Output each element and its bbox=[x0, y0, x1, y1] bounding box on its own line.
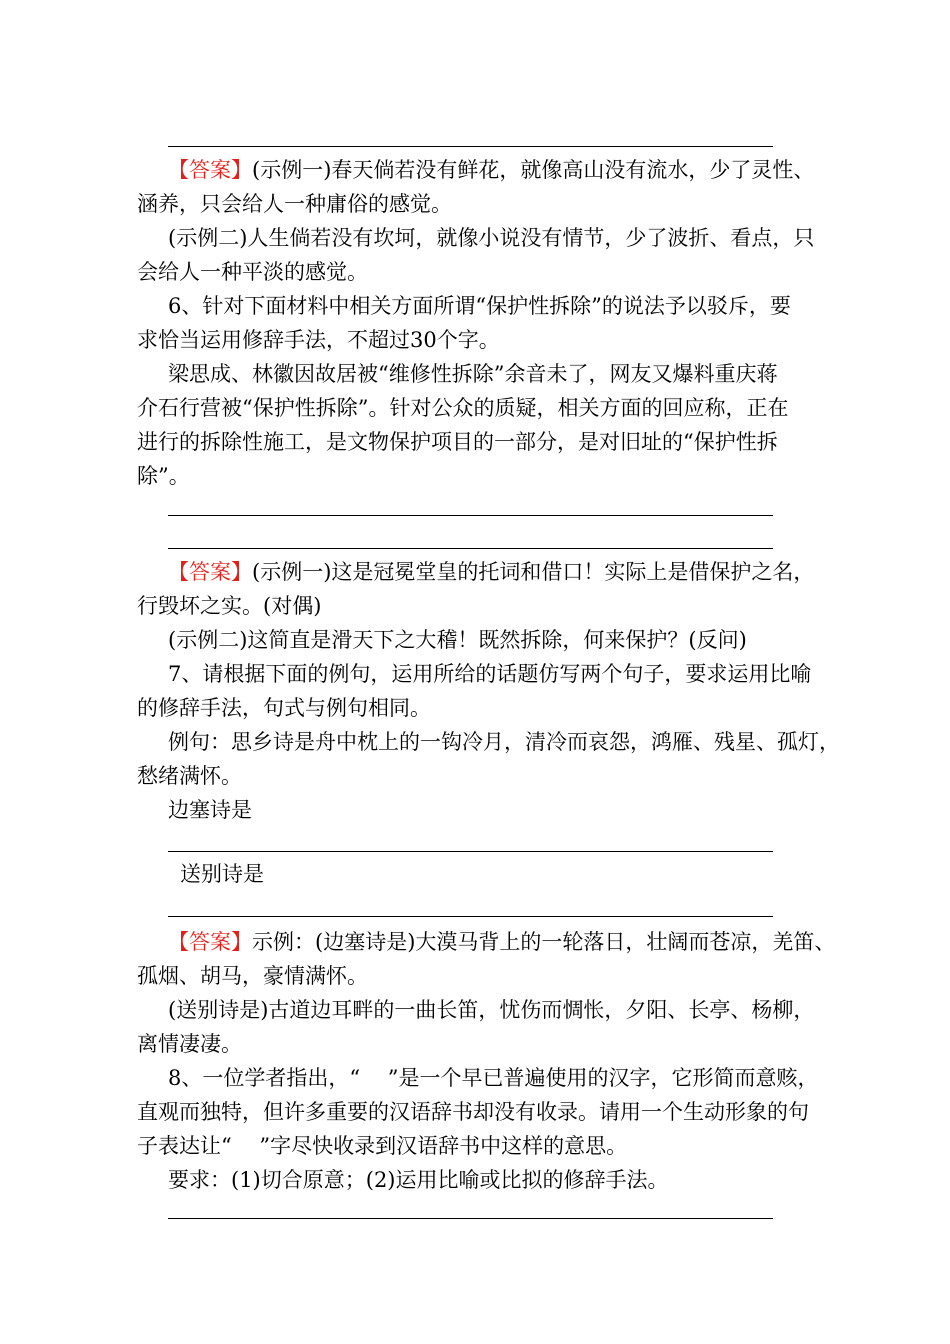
question-6-line-2: 求恰当运用修辞手法，不超过30个字。 bbox=[137, 328, 500, 352]
answer-6-line-2: 行毁坏之实。(对偶) bbox=[137, 594, 322, 618]
answer-7-line-4: 离情凄凄。 bbox=[137, 1032, 242, 1056]
answer-blank-line bbox=[168, 548, 773, 549]
question-8-requirements: 要求：(1)切合原意；(2)运用比喻或比拟的修辞手法。 bbox=[168, 1168, 669, 1192]
answer-5-line-1: 【答案】(示例一)春天倘若没有鲜花，就像高山没有流水，少了灵性、 bbox=[168, 158, 815, 182]
answer-blank-line bbox=[168, 916, 773, 917]
question-6-material-line-2: 介石行营被“保护性拆除”。针对公众的质疑，相关方面的回应称，正在 bbox=[137, 396, 789, 420]
answer-7-line-2: 孤烟、胡马，豪情满怀。 bbox=[137, 964, 368, 988]
answer-5-example-2-line-2: 会给人一种平淡的感觉。 bbox=[137, 260, 368, 284]
question-7-line-1: 7、请根据下面的例句，运用所给的话题仿写两个句子，要求运用比喻 bbox=[168, 662, 812, 686]
question-7-line-2: 的修辞手法，句式与例句相同。 bbox=[137, 696, 431, 720]
answer-blank-line bbox=[168, 1218, 773, 1219]
answer-blank-line bbox=[168, 851, 773, 852]
answer-5-line-2: 涵养，只会给人一种庸俗的感觉。 bbox=[137, 192, 452, 216]
answer-blank-line bbox=[168, 515, 773, 516]
question-6-material-line-3: 进行的拆除性施工，是文物保护项目的一部分，是对旧址的“保护性拆 bbox=[137, 430, 778, 454]
answer-7-line-1: 【答案】示例：(边塞诗是)大漠马背上的一轮落日，壮阔而苍凉，羌笛、 bbox=[168, 930, 836, 954]
question-8-line-1: 8、一位学者指出，“ ”是一个早已普遍使用的汉字，它形简而意赅， bbox=[168, 1066, 819, 1090]
answer-6-line-1: 【答案】(示例一)这是冠冕堂皇的托词和借口！实际上是借保护之名， bbox=[168, 560, 815, 584]
question-6-material-line-4: 除”。 bbox=[137, 464, 190, 488]
question-6-line-1: 6、针对下面材料中相关方面所谓“保护性拆除”的说法予以驳斥，要 bbox=[168, 294, 791, 318]
question-7-example-line-1: 例句：思乡诗是舟中枕上的一钩冷月，清冷而哀怨，鸿雁、残星、孤灯， bbox=[168, 730, 840, 754]
question-8-line-3: 子表达让“ ”字尽快收录到汉语辞书中这样的意思。 bbox=[137, 1134, 628, 1158]
answer-7-line-3: (送别诗是)古道边耳畔的一曲长笛，忧伤而惆怅，夕阳、长亭、杨柳， bbox=[168, 998, 815, 1022]
question-8-line-2: 直观而独特，但许多重要的汉语辞书却没有收录。请用一个生动形象的句 bbox=[137, 1100, 809, 1124]
answer-label: 【答案】 bbox=[168, 560, 252, 584]
answer-label: 【答案】 bbox=[168, 930, 252, 954]
answer-blank-line bbox=[168, 146, 773, 147]
answer-6-example-2: (示例二)这简直是滑天下之大稽！既然拆除，何来保护？(反问) bbox=[168, 628, 747, 652]
answer-5-example-2-line-1: (示例二)人生倘若没有坎坷，就像小说没有情节，少了波折、看点，只 bbox=[168, 226, 815, 250]
question-7-prompt-2: 送别诗是 bbox=[180, 862, 264, 886]
answer-label: 【答案】 bbox=[168, 158, 252, 182]
question-6-material-line-1: 梁思成、林徽因故居被“维修性拆除”余音未了，网友又爆料重庆蒋 bbox=[168, 362, 778, 386]
question-7-prompt-1: 边塞诗是 bbox=[168, 798, 252, 822]
question-7-example-line-2: 愁绪满怀。 bbox=[137, 764, 242, 788]
